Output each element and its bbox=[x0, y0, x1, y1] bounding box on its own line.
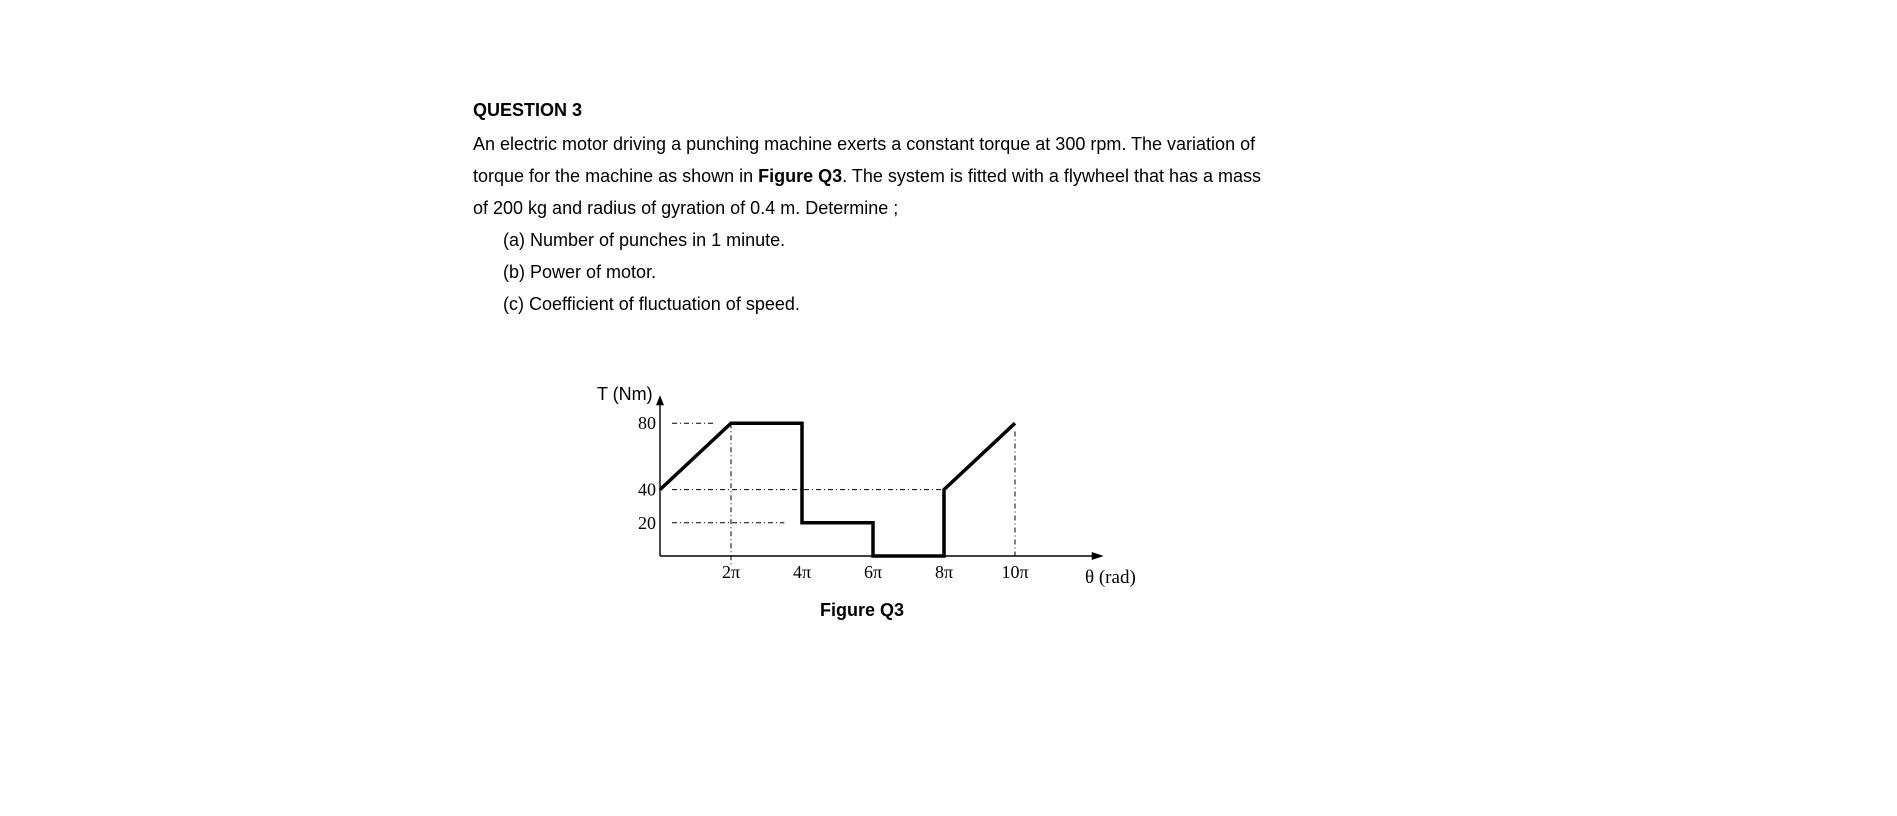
y-tick-labels bbox=[638, 413, 656, 533]
y-tick-label: 20 bbox=[638, 512, 656, 533]
figure-reference: Figure Q3 bbox=[758, 166, 843, 186]
x-axis-label: θ (rad) bbox=[1085, 567, 1136, 588]
question-parts bbox=[473, 224, 1333, 320]
question-title: QUESTION 3 bbox=[473, 100, 583, 120]
part-a-label: (a) bbox=[503, 230, 525, 250]
intro-line-3: of 200 kg and radius of gyration of 0.4 m. Determine ; bbox=[473, 198, 899, 218]
x-tick-label: 8π bbox=[934, 562, 954, 582]
part-b-text: Power of motor. bbox=[530, 262, 657, 282]
y-tick-label: 80 bbox=[638, 413, 656, 434]
question-intro bbox=[473, 128, 1333, 224]
x-tick-label: 6π bbox=[863, 562, 883, 582]
part-c bbox=[503, 288, 1333, 320]
part-b-label: (b) bbox=[503, 262, 525, 282]
part-c-text: Coefficient of fluctuation of speed. bbox=[529, 294, 800, 314]
question-block bbox=[473, 98, 1333, 320]
part-c-label: (c) bbox=[503, 294, 524, 314]
torque-curve-group bbox=[660, 423, 1015, 556]
part-a bbox=[503, 224, 1333, 256]
y-axis-label: T (Nm) bbox=[597, 384, 653, 404]
torque-chart bbox=[580, 370, 1160, 590]
x-tick-label: 2π bbox=[721, 562, 741, 582]
x-axis-arrow-icon bbox=[1092, 552, 1104, 560]
x-tick-label: 4π bbox=[792, 562, 812, 582]
torque-curve bbox=[660, 423, 1015, 556]
x-tick-labels bbox=[722, 562, 1029, 582]
y-tick-label: 40 bbox=[638, 479, 656, 500]
part-a-text: Number of punches in 1 minute. bbox=[530, 230, 786, 250]
intro-line-2 bbox=[473, 160, 1333, 192]
x-tick-label: 10π bbox=[1001, 562, 1029, 582]
intro-line-2-start: torque for the machine as shown in bbox=[473, 166, 759, 186]
intro-line-2-end: . The system is fitted with a flywheel that has a mass bbox=[842, 166, 1262, 186]
y-axis-arrow-icon bbox=[656, 395, 664, 405]
chart-axes bbox=[656, 395, 1104, 560]
figure-caption: Figure Q3 bbox=[820, 600, 905, 620]
part-b bbox=[503, 256, 1333, 288]
intro-line-1: An electric motor driving a punching machine exerts a constant torque at 300 rpm. The variation of bbox=[473, 134, 1256, 154]
reference-lines bbox=[672, 423, 1015, 564]
